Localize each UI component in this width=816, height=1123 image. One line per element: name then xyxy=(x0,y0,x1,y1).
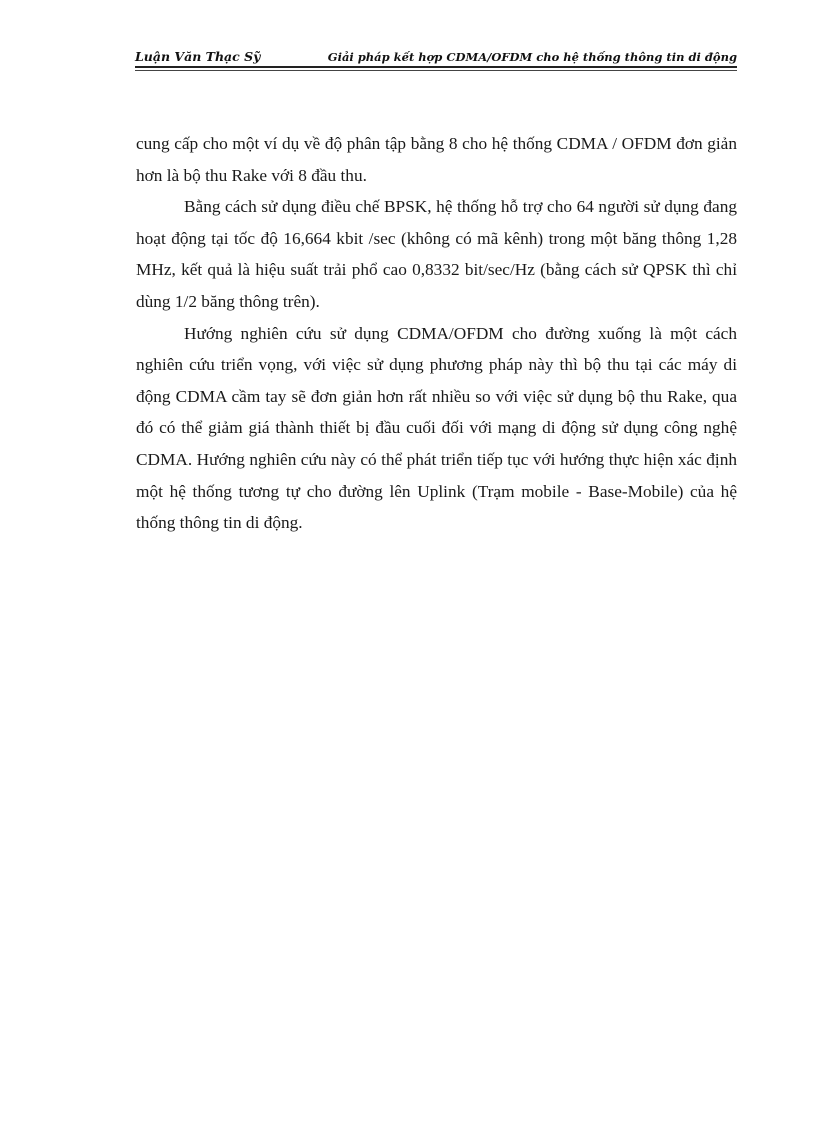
header-thesis-title: Giải pháp kết hợp CDMA/OFDM cho hệ thống thông tin di động xyxy=(327,50,737,64)
paragraph-research-direction: Hướng nghiên cứu sử dụng CDMA/OFDM cho đường xuống là một cách nghiên cứu triển vọng, với việc sử dụng phương pháp này thì bộ thu tại các máy di động CDMA cầm tay sẽ đơn giản hơn rất nhiều so với việc sử dụng bộ thu Rake, qua đó có thể giảm giá thành thiết bị đầu cuối đối với mạng di động sử dụng công nghệ CDMA. Hướng nghiên cứu này có thể phát triển tiếp tục với hướng thực hiện xác định một hệ thống tương tự cho đường lên Uplink (Trạm mobile - Base-Mobile) của hệ thống thông tin di động. xyxy=(136,323,737,533)
paragraph-bpsk: Bằng cách sử dụng điều chế BPSK, hệ thống hỗ trợ cho 64 người sử dụng đang hoạt động tại tốc độ 16,664 kbit /sec (không có mã kênh) trong một băng thông 1,28 MHz, kết quả là hiệu suất trải phổ cao 0,8332 bit/sec/Hz (bằng cách sử QPSK thì chỉ dùng 1/2 băng thông trên). xyxy=(136,197,737,311)
header-thesis-label: Luận Văn Thạc Sỹ xyxy=(135,49,261,64)
header-rule-thin xyxy=(135,70,737,71)
paragraph-continuation: cung cấp cho một ví dụ về độ phân tập bằng 8 cho hệ thống CDMA / OFDM đơn giản hơn là bộ thu Rake với 8 đầu thu. xyxy=(136,134,737,185)
body-text xyxy=(136,128,737,539)
header-rule-thick xyxy=(135,66,737,68)
